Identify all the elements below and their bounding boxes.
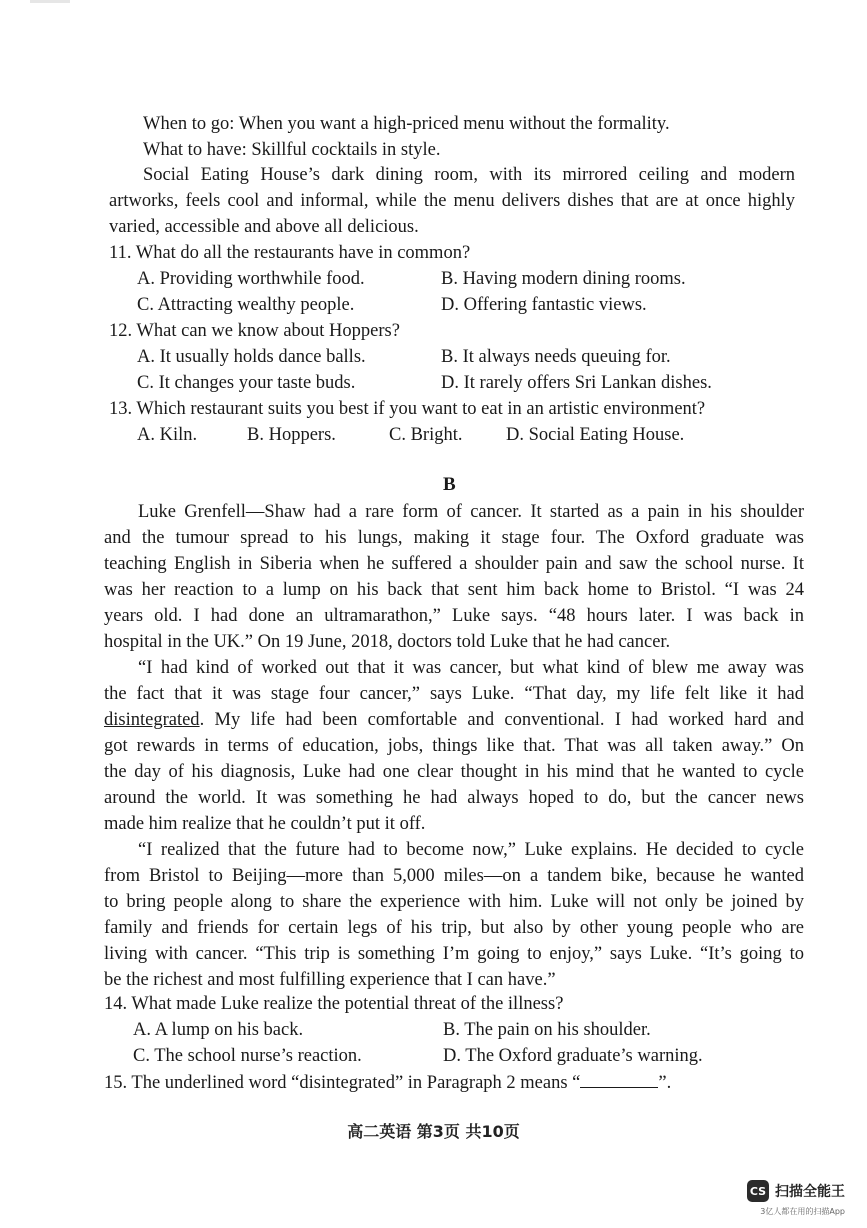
passage-b-text: from Bristol to Beijing—more than 5,000 miles—on a tandem bike, because he wanted — [104, 866, 804, 886]
passage-b-text: family and friends for certain legs of his trip, but also by other young people who are — [104, 918, 804, 938]
scanner-watermark — [747, 1180, 845, 1202]
passage-b-text: living with cancer. “This trip is something I’m going to enjoy,” says Luke. “It’s going to — [104, 944, 804, 964]
passage-b-text: the fact that it was stage four cancer,” says Luke. “That day, my life felt like it had — [104, 684, 804, 704]
underlined-word: disintegrated — [104, 710, 200, 730]
option-b: B. It always needs queuing for. — [441, 347, 671, 367]
option-d: D. It rarely offers Sri Lankan dishes. — [441, 373, 712, 393]
question-stem: 12. What can we know about Hoppers? — [109, 321, 400, 341]
question-stem: 15. The underlined word “disintegrated” in Paragraph 2 means “ — [104, 1073, 581, 1093]
passage-b-text: “I had kind of worked out that it was cancer, but what kind of blew me away was — [138, 658, 804, 678]
passage-b-text: made him realize that he couldn’t put it off. — [104, 814, 426, 834]
option-c: C. Bright. — [389, 425, 463, 445]
page-footer: 高二英语 第3页 共10页 — [347, 1122, 520, 1141]
when-to-go-line: When to go: When you want a high-priced menu without the formality. — [143, 114, 670, 134]
option-a: A. Providing worthwhile food. — [137, 269, 365, 289]
answer-blank[interactable] — [580, 1069, 658, 1088]
what-to-have-line: What to have: Skillful cocktails in style. — [143, 140, 441, 160]
option-b: B. The pain on his shoulder. — [443, 1020, 651, 1040]
passage-b-text: and the tumour spread to his lungs, making it stage four. The Oxford graduate was — [104, 528, 804, 548]
option-c: C. The school nurse’s reaction. — [133, 1046, 362, 1066]
passage-b-text: the day of his diagnosis, Luke had one clear thought in his mind that he wanted to cycle — [104, 762, 804, 782]
option-a: A. It usually holds dance balls. — [137, 347, 366, 367]
passage-b-text: “I realized that the future had to become now,” Luke explains. He decided to cycle — [138, 840, 804, 860]
watermark-subtitle: 3亿人都在用的扫描App — [760, 1207, 845, 1216]
passage-b-text: got rewards in terms of education, jobs, things like that. That was all taken away.” On — [104, 736, 804, 756]
question-stem: 13. Which restaurant suits you best if you want to eat in an artistic environment? — [109, 399, 706, 419]
passage-b-text: years old. I had done an ultramarathon,” Luke says. “48 hours later. I was back in — [104, 606, 804, 626]
scan-edge-mark — [30, 0, 70, 3]
question-stem: 14. What made Luke realize the potential threat of the illness? — [104, 994, 564, 1014]
passage-b-text: teaching English in Siberia when he suffered a shoulder pain and saw the school nurse. It — [104, 554, 804, 574]
passage-b-text: be the richest and most fulfilling experience that I can have.” — [104, 970, 556, 990]
passage-b-line — [104, 707, 804, 733]
passage-a-text: Social Eating House’s dark dining room, with its mirrored ceiling and modern — [143, 165, 795, 185]
passage-b-text: to bring people along to share the experience with him. Luke will not only be joined by — [104, 892, 804, 912]
passage-b-text: hospital in the UK.” On 19 June, 2018, doctors told Luke that he had cancer. — [104, 632, 671, 652]
option-d: D. Offering fantastic views. — [441, 295, 647, 315]
option-a: A. Kiln. — [137, 425, 198, 445]
passage-b-text: around the world. It was something he had always hoped to do, but the cancer news — [104, 788, 804, 808]
section-heading: B — [443, 474, 456, 495]
option-b: B. Hoppers. — [247, 425, 336, 445]
option-c: C. It changes your taste buds. — [137, 373, 356, 393]
passage-a-text: varied, accessible and above all delicious. — [109, 217, 419, 237]
option-a: A. A lump on his back. — [133, 1020, 304, 1040]
passage-a-text: artworks, feels cool and informal, while the menu delivers dishes that are at once highly — [109, 191, 795, 211]
option-c: C. Attracting wealthy people. — [137, 295, 355, 315]
passage-b-text: . My life had been comfortable and conventional. I had worked hard and — [199, 710, 804, 730]
camscanner-logo-icon: CS — [747, 1180, 769, 1202]
option-d: D. Social Eating House. — [506, 425, 685, 445]
question-stem: 11. What do all the restaurants have in common? — [109, 243, 471, 263]
passage-b-text: Luke Grenfell—Shaw had a rare form of cancer. It started as a pain in his shoulder — [138, 502, 804, 522]
question-stem-end: ”. — [658, 1073, 672, 1093]
passage-b-text: was her reaction to a lump on his back that sent him back home to Bristol. “I was 24 — [104, 580, 804, 600]
option-b: B. Having modern dining rooms. — [441, 269, 686, 289]
question-stem-15 — [104, 1069, 671, 1096]
watermark-name: 扫描全能王 — [775, 1184, 845, 1200]
option-d: D. The Oxford graduate’s warning. — [443, 1046, 703, 1066]
